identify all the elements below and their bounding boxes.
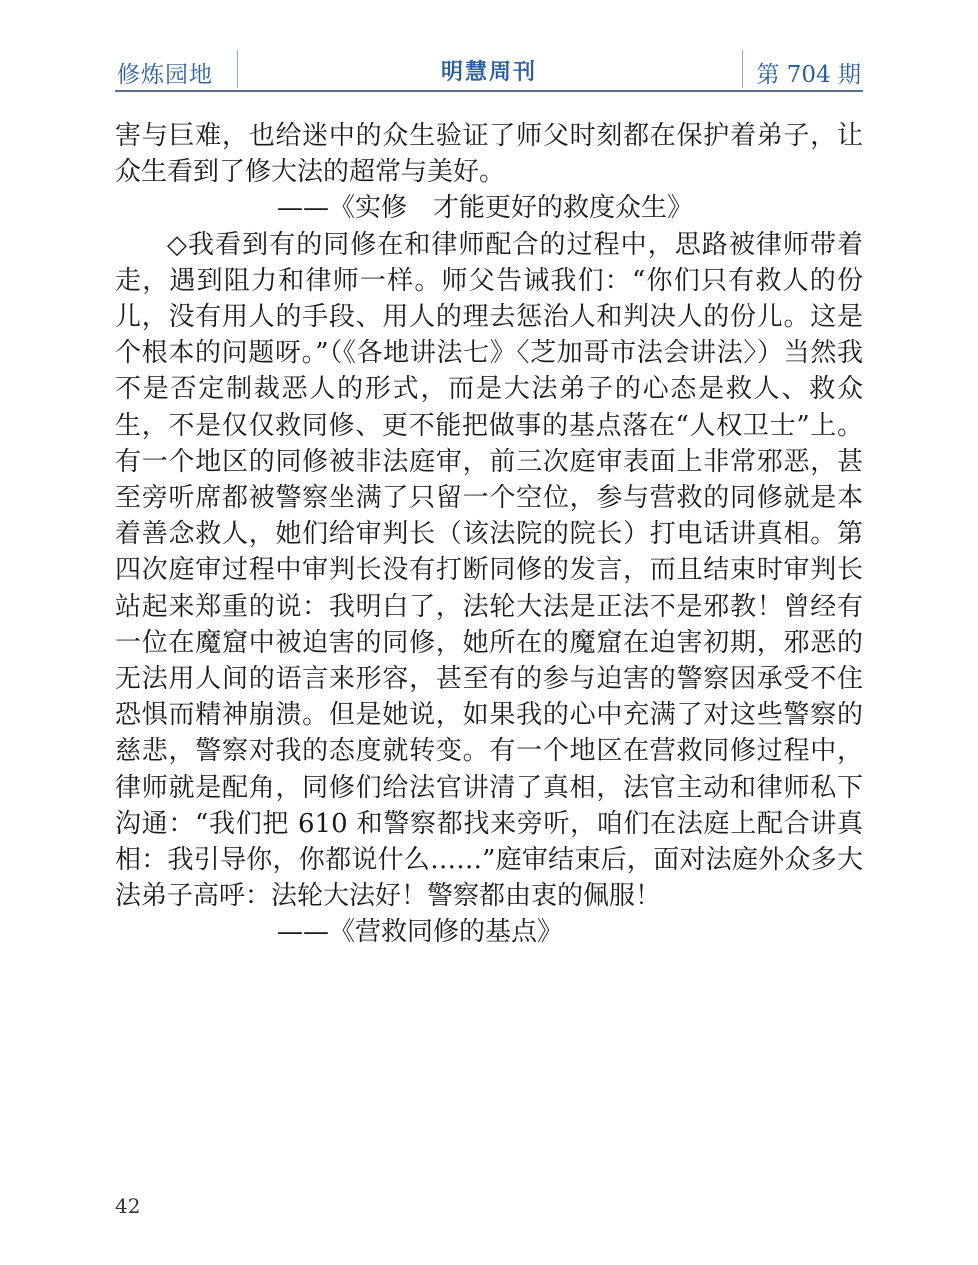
- source-citation: ——《营救同修的基点》: [277, 917, 564, 948]
- header-rule: [115, 90, 863, 92]
- issue-number: 第 704 期: [756, 62, 861, 88]
- page-number: 42: [115, 1194, 141, 1218]
- article-body: [115, 118, 863, 951]
- section-title: 修炼园地: [117, 62, 213, 88]
- publication-title: 明慧周刊: [440, 59, 537, 85]
- page-header: [115, 50, 863, 92]
- source-citation: ——《实修 才能更好的救度众生》: [277, 193, 694, 224]
- header-divider-right: [742, 50, 743, 88]
- paragraph-continued: 害与巨难，也给迷中的众生验证了师父时刻都在保护着弟子，让众生看到了修大法的超常与美好。: [115, 121, 863, 188]
- paragraph: ◇我看到有的同修在和律师配合的过程中，思路被律师带着走，遇到阻力和律师一样。师父告诫我们：“你们只有救人的份儿，没有用人的手段、用人的理去惩治人和判决人的份儿。这是个根本的问题呀。”（《各地讲法七》〈芝加哥市法会讲法〉）当然我不是否定制裁恶人的形式，而是大法弟子的心态是救人、救众生，不是仅仅救同修、更不能把做事的基点落在“人权卫士”上。有一个地区的同修被非法庭审，前三次庭审表面上非常邪恶，甚至旁听席都被警察坐满了只留一个空位，参与营救的同修就是本着善念救人，她们给审判长（该法院的院长）打电话讲真相。第四次庭审过程中审判长没有打断同修的发言，而且结束时审判长站起来郑重的说：我明白了，法轮大法是正法不是邪教！曾经有一位在魔窟中被迫害的同修，她所在的魔窟在迫害初期，邪恶的无法用人间的语言来形容，甚至有的参与迫害的警察因承受不住恐惧而精神崩溃。但是她说，如果我的心中充满了对这些警察的慈悲，警察对我的态度就转变。有一个地区在营救同修过程中，律师就是配角，同修们给法官讲清了真相，法官主动和律师私下沟通：“我们把 610 和警察都找来旁听，咱们在法庭上配合讲真相：我引导你，你都说什么……”庭审结束后，面对法庭外众多大法弟子高呼：法轮大法好！警察都由衷的佩服！: [115, 229, 863, 912]
